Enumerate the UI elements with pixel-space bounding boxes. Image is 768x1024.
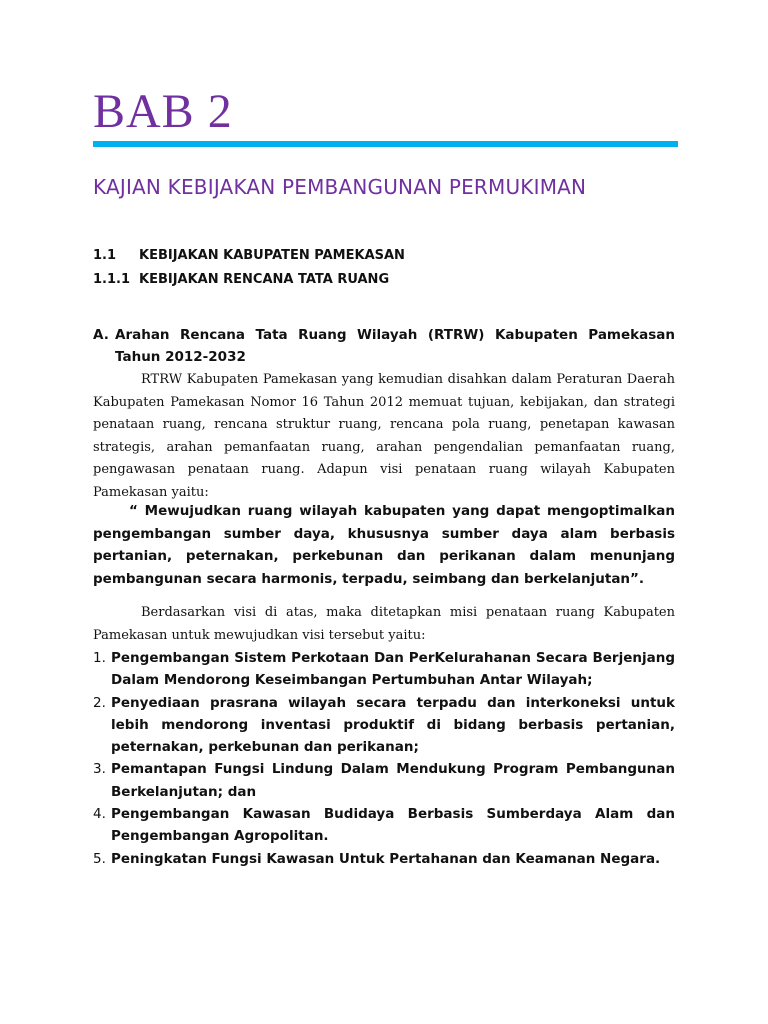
list-item-text: Peningkatan Fungsi Kawasan Untuk Pertahanan dan Keamanan Negara. [111, 850, 661, 867]
point-a-heading [93, 324, 675, 368]
point-letter: A. [93, 327, 109, 343]
chapter-title: BAB 2 [93, 85, 233, 138]
section-heading-1-1-1 [93, 272, 389, 287]
list-item-number: 5. [93, 850, 106, 867]
section-number: 1.1.1 [93, 272, 131, 287]
section-number: 1.1 [93, 248, 117, 263]
list-item-number: 2. [93, 694, 106, 711]
list-item [93, 758, 675, 803]
list-item-text: Pemantapan Fungsi Lindung Dalam Mendukung Program Pembangunan Berkelanjutan; dan [111, 761, 675, 800]
list-item-number: 3. [93, 761, 106, 778]
list-item [93, 647, 675, 692]
vision-quote: “ Mewujudkan ruang wilayah kabupaten yang dapat mengoptimalkan pengembangan sumber daya, khususnya sumber daya alam berbasis pertanian, peternakan, perkebunan dan perikanan dalam menunjang pembangunan secara harmonis, terpadu, seimbang dan berkelanjutan”. [93, 503, 675, 587]
list-item [93, 848, 675, 870]
body-paragraph-1: RTRW Kabupaten Pamekasan yang kemudian disahkan dalam Peraturan Daerah Kabupaten Pamekasan Nomor 16 Tahun 2012 memuat tujuan, kebijakan, dan strategi penataan ruang, rencana struktur ruang, rencana pola ruang, penetapan kawasan strategis, arahan pemanfaatan ruang, arahan pengendalian pemanfaatan ruang, pengawasan penataan ruang. Adapun visi penataan ruang wilayah Kabupaten Pamekasan yaitu: [93, 372, 675, 500]
list-item-text: Pengembangan Kawasan Budidaya Berbasis Sumberdaya Alam dan Pengembangan Agropolitan. [111, 806, 675, 845]
title-divider [93, 141, 678, 147]
section-heading-1-1 [93, 248, 405, 263]
section-title: KEBIJAKAN KABUPATEN PAMEKASAN [139, 248, 405, 263]
body-paragraph-2: Berdasarkan visi di atas, maka ditetapkan misi penataan ruang Kabupaten Pamekasan untuk mewujudkan visi tersebut yaitu: [93, 605, 675, 643]
list-item-number: 4. [93, 806, 106, 823]
list-item-text: Pengembangan Sistem Perkotaan Dan PerKelurahanan Secara Berjenjang Dalam Mendorong Keseimbangan Pertumbuhan Antar Wilayah; [111, 650, 675, 689]
list-item-text: Penyediaan prasrana wilayah secara terpadu dan interkoneksi untuk lebih mendorong inventasi produktif di bidang berbasis pertanian, peternakan, perkebunan dan perikanan; [111, 694, 675, 756]
point-title: Arahan Rencana Tata Ruang Wilayah (RTRW) Kabupaten Pamekasan Tahun 2012-2032 [115, 327, 675, 365]
section-title: KEBIJAKAN RENCANA TATA RUANG [139, 272, 390, 287]
list-item [93, 692, 675, 759]
list-item-number: 1. [93, 650, 106, 666]
list-item [93, 803, 675, 848]
chapter-subtitle: KAJIAN KEBIJAKAN PEMBANGUNAN PERMUKIMAN [93, 175, 587, 199]
mission-list [93, 647, 675, 870]
